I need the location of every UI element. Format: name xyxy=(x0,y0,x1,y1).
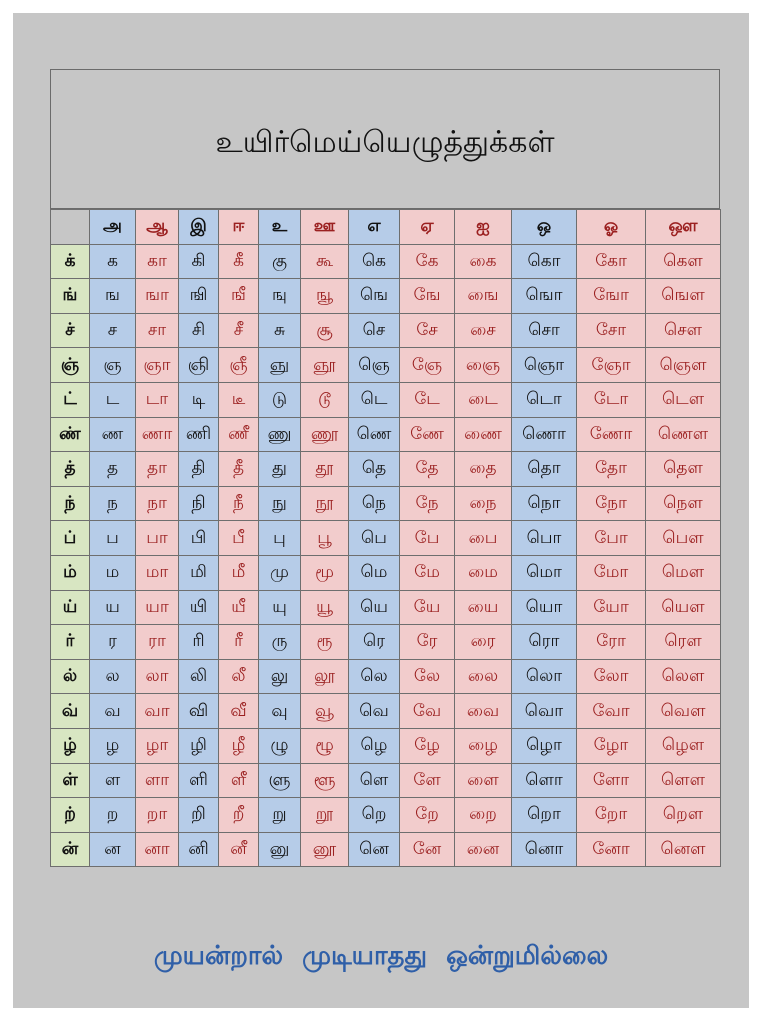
letter-cell: டே xyxy=(400,382,455,417)
letter-cell: லோ xyxy=(577,659,646,694)
letter-cell: ளு xyxy=(259,763,301,798)
letter-cell: கு xyxy=(259,244,301,279)
letter-cell: வை xyxy=(455,694,512,729)
letter-cell: ர xyxy=(90,625,136,660)
letter-cell: லி xyxy=(179,659,219,694)
letter-cell: தொ xyxy=(512,452,577,487)
letter-cell: மொ xyxy=(512,555,577,590)
vowel-header-cell: ஒ xyxy=(512,210,577,245)
vowel-header-cell: ஔ xyxy=(646,210,721,245)
letter-cell: ரா xyxy=(136,625,179,660)
letter-cell: னே xyxy=(400,832,455,867)
consonant-cell: ட் xyxy=(51,382,90,417)
vowel-header-cell: ஓ xyxy=(577,210,646,245)
letter-cell: ள xyxy=(90,763,136,798)
letter-cell: வொ xyxy=(512,694,577,729)
letter-cell: ரொ xyxy=(512,625,577,660)
letter-cell: நி xyxy=(179,486,219,521)
letter-cell: ளூ xyxy=(301,763,349,798)
letter-cell: லூ xyxy=(301,659,349,694)
letter-cell: கை xyxy=(455,244,512,279)
letter-cell: று xyxy=(259,798,301,833)
table-row xyxy=(51,486,721,521)
letter-cell: யொ xyxy=(512,590,577,625)
table-row xyxy=(51,521,721,556)
letter-cell: றே xyxy=(400,798,455,833)
table-row xyxy=(51,313,721,348)
consonant-cell: ண் xyxy=(51,417,90,452)
letter-cell: கே xyxy=(400,244,455,279)
letter-cell: ஙொ xyxy=(512,279,577,314)
letter-cell: ளௌ xyxy=(646,763,721,798)
letter-cell: டு xyxy=(259,382,301,417)
letter-cell: கி xyxy=(179,244,219,279)
letter-cell: ளை xyxy=(455,763,512,798)
letter-cell: ளெ xyxy=(349,763,400,798)
letter-cell: வி xyxy=(179,694,219,729)
letter-cell: ரி xyxy=(179,625,219,660)
letter-cell: மா xyxy=(136,555,179,590)
letter-cell: றோ xyxy=(577,798,646,833)
consonant-cell: ந் xyxy=(51,486,90,521)
letter-cell: கொ xyxy=(512,244,577,279)
letter-cell: ஙௌ xyxy=(646,279,721,314)
letter-cell: டௌ xyxy=(646,382,721,417)
letter-cell: னெ xyxy=(349,832,400,867)
letter-cell: கெ xyxy=(349,244,400,279)
letter-cell: ஙே xyxy=(400,279,455,314)
letter-cell: ஞி xyxy=(179,348,219,383)
letter-cell: செ xyxy=(349,313,400,348)
letter-cell: னோ xyxy=(577,832,646,867)
table-row xyxy=(51,625,721,660)
letter-cell: சு xyxy=(259,313,301,348)
letter-cell: ழா xyxy=(136,728,179,763)
letter-cell: மௌ xyxy=(646,555,721,590)
table-row xyxy=(51,798,721,833)
vowel-header-cell: ஆ xyxy=(136,210,179,245)
letter-cell: வீ xyxy=(219,694,259,729)
letter-cell: கௌ xyxy=(646,244,721,279)
letter-cell: வ xyxy=(90,694,136,729)
letter-cell: ழூ xyxy=(301,728,349,763)
consonant-cell: ன் xyxy=(51,832,90,867)
letter-cell: ணி xyxy=(179,417,219,452)
consonant-cell: வ் xyxy=(51,694,90,729)
table-row xyxy=(51,555,721,590)
letter-cell: ம xyxy=(90,555,136,590)
letter-cell: ணே xyxy=(400,417,455,452)
consonant-cell: ய் xyxy=(51,590,90,625)
consonant-cell: ப் xyxy=(51,521,90,556)
title-box xyxy=(50,69,720,209)
consonant-cell: த் xyxy=(51,452,90,487)
letter-cell: ஞ xyxy=(90,348,136,383)
letter-cell: ழெ xyxy=(349,728,400,763)
letter-cell: டொ xyxy=(512,382,577,417)
letter-cell: ளீ xyxy=(219,763,259,798)
table-row xyxy=(51,244,721,279)
letter-cell: ங xyxy=(90,279,136,314)
letter-cell: சீ xyxy=(219,313,259,348)
vowel-header-cell: எ xyxy=(349,210,400,245)
letter-cell: ரௌ xyxy=(646,625,721,660)
letter-cell: தோ xyxy=(577,452,646,487)
letter-cell: ப xyxy=(90,521,136,556)
letter-cell: றீ xyxy=(219,798,259,833)
letter-cell: ன xyxy=(90,832,136,867)
letter-cell: டீ xyxy=(219,382,259,417)
letter-cell: னை xyxy=(455,832,512,867)
letter-cell: ஞொ xyxy=(512,348,577,383)
letter-cell: பி xyxy=(179,521,219,556)
letter-cell: ளே xyxy=(400,763,455,798)
letter-cell: தூ xyxy=(301,452,349,487)
vowel-header-cell: உ xyxy=(259,210,301,245)
letter-cell: ணு xyxy=(259,417,301,452)
letter-cell: ண xyxy=(90,417,136,452)
letter-cell: ஞோ xyxy=(577,348,646,383)
letter-cell: பே xyxy=(400,521,455,556)
letter-cell: ரூ xyxy=(301,625,349,660)
letter-cell: லொ xyxy=(512,659,577,694)
letter-cell: ரோ xyxy=(577,625,646,660)
letter-cell: னு xyxy=(259,832,301,867)
letter-cell: ஙீ xyxy=(219,279,259,314)
letter-cell: தா xyxy=(136,452,179,487)
consonant-cell: ழ் xyxy=(51,728,90,763)
letter-cell: ஞை xyxy=(455,348,512,383)
letter-cell: டோ xyxy=(577,382,646,417)
letter-cell: ரை xyxy=(455,625,512,660)
consonant-cell: ம் xyxy=(51,555,90,590)
vowel-header-cell: ஊ xyxy=(301,210,349,245)
letter-cell: லௌ xyxy=(646,659,721,694)
chart-page xyxy=(13,13,749,1008)
letter-cell: ரீ xyxy=(219,625,259,660)
uyirmei-table xyxy=(50,209,721,867)
letter-cell: ஙை xyxy=(455,279,512,314)
letter-cell: னா xyxy=(136,832,179,867)
letter-cell: ழீ xyxy=(219,728,259,763)
letter-cell: ஙெ xyxy=(349,279,400,314)
letter-cell: வெ xyxy=(349,694,400,729)
letter-cell: நா xyxy=(136,486,179,521)
letter-cell: றொ xyxy=(512,798,577,833)
letter-cell: றை xyxy=(455,798,512,833)
letter-cell: பா xyxy=(136,521,179,556)
letter-cell: வோ xyxy=(577,694,646,729)
letter-cell: சூ xyxy=(301,313,349,348)
letter-cell: தெ xyxy=(349,452,400,487)
letter-cell: நொ xyxy=(512,486,577,521)
letter-cell: ஙோ xyxy=(577,279,646,314)
letter-cell: லீ xyxy=(219,659,259,694)
letter-cell: டை xyxy=(455,382,512,417)
table-row xyxy=(51,832,721,867)
letter-cell: பீ xyxy=(219,521,259,556)
letter-cell: து xyxy=(259,452,301,487)
letter-cell: யோ xyxy=(577,590,646,625)
letter-cell: நை xyxy=(455,486,512,521)
letter-cell: ணொ xyxy=(512,417,577,452)
letter-cell: ச xyxy=(90,313,136,348)
letter-cell: ணெ xyxy=(349,417,400,452)
letter-cell: பூ xyxy=(301,521,349,556)
letter-cell: ணோ xyxy=(577,417,646,452)
table-row xyxy=(51,590,721,625)
letter-cell: லெ xyxy=(349,659,400,694)
letter-cell: மி xyxy=(179,555,219,590)
letter-cell: த xyxy=(90,452,136,487)
letter-cell: ஙா xyxy=(136,279,179,314)
letter-cell: ளா xyxy=(136,763,179,798)
letter-cell: வு xyxy=(259,694,301,729)
table-row xyxy=(51,348,721,383)
letter-cell: கீ xyxy=(219,244,259,279)
letter-cell: யௌ xyxy=(646,590,721,625)
letter-cell: கூ xyxy=(301,244,349,279)
letter-cell: தௌ xyxy=(646,452,721,487)
letter-cell: லா xyxy=(136,659,179,694)
letter-cell: சே xyxy=(400,313,455,348)
letter-cell: க xyxy=(90,244,136,279)
letter-cell: றா xyxy=(136,798,179,833)
letter-cell: னூ xyxy=(301,832,349,867)
letter-cell: ஞெ xyxy=(349,348,400,383)
letter-cell: யி xyxy=(179,590,219,625)
letter-cell: னௌ xyxy=(646,832,721,867)
letter-cell: ஞா xyxy=(136,348,179,383)
letter-cell: வே xyxy=(400,694,455,729)
letter-cell: பௌ xyxy=(646,521,721,556)
letter-cell: ஞூ xyxy=(301,348,349,383)
letter-cell: வூ xyxy=(301,694,349,729)
letter-cell: ளோ xyxy=(577,763,646,798)
letter-cell: ணா xyxy=(136,417,179,452)
consonant-cell: க் xyxy=(51,244,90,279)
letter-cell: சௌ xyxy=(646,313,721,348)
letter-cell: னி xyxy=(179,832,219,867)
letter-cell: றூ xyxy=(301,798,349,833)
letter-cell: ஙூ xyxy=(301,279,349,314)
letter-cell: யெ xyxy=(349,590,400,625)
letter-cell: ஞே xyxy=(400,348,455,383)
vowel-header-row xyxy=(51,210,721,245)
letter-cell: யு xyxy=(259,590,301,625)
letter-cell: மு xyxy=(259,555,301,590)
letter-cell: பொ xyxy=(512,521,577,556)
letter-cell: டா xyxy=(136,382,179,417)
letter-cell: ணை xyxy=(455,417,512,452)
letter-cell: மை xyxy=(455,555,512,590)
vowel-header-cell: இ xyxy=(179,210,219,245)
letter-cell: சா xyxy=(136,313,179,348)
letter-cell: சொ xyxy=(512,313,577,348)
vowel-header-cell: ஐ xyxy=(455,210,512,245)
table-row xyxy=(51,279,721,314)
letter-cell: நூ xyxy=(301,486,349,521)
letter-cell: வா xyxy=(136,694,179,729)
consonant-cell: ஞ் xyxy=(51,348,90,383)
letter-cell: ழே xyxy=(400,728,455,763)
letter-cell: ழை xyxy=(455,728,512,763)
letter-cell: லே xyxy=(400,659,455,694)
letter-cell: டெ xyxy=(349,382,400,417)
letter-cell: ஞீ xyxy=(219,348,259,383)
letter-cell: ட xyxy=(90,382,136,417)
letter-cell: சோ xyxy=(577,313,646,348)
letter-cell: நெ xyxy=(349,486,400,521)
consonant-cell: ங் xyxy=(51,279,90,314)
letter-cell: ழொ xyxy=(512,728,577,763)
letter-cell: னொ xyxy=(512,832,577,867)
letter-cell: நீ xyxy=(219,486,259,521)
letter-cell: லை xyxy=(455,659,512,694)
letter-cell: போ xyxy=(577,521,646,556)
letter-cell: பு xyxy=(259,521,301,556)
letter-cell: ல xyxy=(90,659,136,694)
letter-cell: சை xyxy=(455,313,512,348)
letter-cell: லு xyxy=(259,659,301,694)
vowel-header-cell: ஏ xyxy=(400,210,455,245)
letter-cell: நௌ xyxy=(646,486,721,521)
letter-cell: தி xyxy=(179,452,219,487)
letter-cell: ரெ xyxy=(349,625,400,660)
letter-cell: ளி xyxy=(179,763,219,798)
letter-cell: ஞு xyxy=(259,348,301,383)
page-title: உயிர்மெய்யெழுத்துக்கள் xyxy=(215,124,555,160)
letter-cell: கா xyxy=(136,244,179,279)
table-row xyxy=(51,417,721,452)
letter-cell: மே xyxy=(400,555,455,590)
vowel-header-cell: அ xyxy=(90,210,136,245)
letter-cell: யே xyxy=(400,590,455,625)
letter-cell: ழௌ xyxy=(646,728,721,763)
letter-cell: யீ xyxy=(219,590,259,625)
letter-cell: றி xyxy=(179,798,219,833)
letter-cell: ஙி xyxy=(179,279,219,314)
letter-cell: டி xyxy=(179,382,219,417)
letter-cell: றெ xyxy=(349,798,400,833)
letter-cell: ஞௌ xyxy=(646,348,721,383)
letter-cell: தீ xyxy=(219,452,259,487)
table-row xyxy=(51,694,721,729)
letter-cell: மூ xyxy=(301,555,349,590)
letter-cell: பை xyxy=(455,521,512,556)
letter-cell: ழு xyxy=(259,728,301,763)
letter-cell: மோ xyxy=(577,555,646,590)
letter-cell: நோ xyxy=(577,486,646,521)
letter-cell: ணூ xyxy=(301,417,349,452)
letter-cell: டூ xyxy=(301,382,349,417)
letter-cell: ழ xyxy=(90,728,136,763)
letter-cell: ளொ xyxy=(512,763,577,798)
table-row xyxy=(51,659,721,694)
letter-cell: நே xyxy=(400,486,455,521)
letter-cell: ணீ xyxy=(219,417,259,452)
letter-cell: றௌ xyxy=(646,798,721,833)
letter-cell: கோ xyxy=(577,244,646,279)
consonant-cell: ர் xyxy=(51,625,90,660)
letter-cell: ணௌ xyxy=(646,417,721,452)
letter-cell: தே xyxy=(400,452,455,487)
letter-cell: யை xyxy=(455,590,512,625)
letter-cell: யூ xyxy=(301,590,349,625)
letter-cell: மெ xyxy=(349,555,400,590)
table-row xyxy=(51,728,721,763)
letter-cell: ழி xyxy=(179,728,219,763)
letter-cell: னீ xyxy=(219,832,259,867)
letter-cell: ய xyxy=(90,590,136,625)
letter-cell: வௌ xyxy=(646,694,721,729)
consonant-cell: ள் xyxy=(51,763,90,798)
letter-cell: ந xyxy=(90,486,136,521)
consonant-cell: ற் xyxy=(51,798,90,833)
letter-cell: ரே xyxy=(400,625,455,660)
consonant-cell: ச் xyxy=(51,313,90,348)
letter-cell: சி xyxy=(179,313,219,348)
table-row xyxy=(51,382,721,417)
letter-cell: ஙு xyxy=(259,279,301,314)
letter-cell: யா xyxy=(136,590,179,625)
corner-cell xyxy=(51,210,90,245)
table-row xyxy=(51,763,721,798)
letter-cell: தை xyxy=(455,452,512,487)
letter-cell: நு xyxy=(259,486,301,521)
vowel-header-cell: ஈ xyxy=(219,210,259,245)
letter-cell: ரு xyxy=(259,625,301,660)
footer-slogan: முயன்றால் முடியாதது ஒன்றுமில்லை xyxy=(153,941,609,971)
letter-cell: பெ xyxy=(349,521,400,556)
letter-cell: ழோ xyxy=(577,728,646,763)
letter-cell: ற xyxy=(90,798,136,833)
consonant-cell: ல் xyxy=(51,659,90,694)
letter-cell: மீ xyxy=(219,555,259,590)
table-row xyxy=(51,452,721,487)
